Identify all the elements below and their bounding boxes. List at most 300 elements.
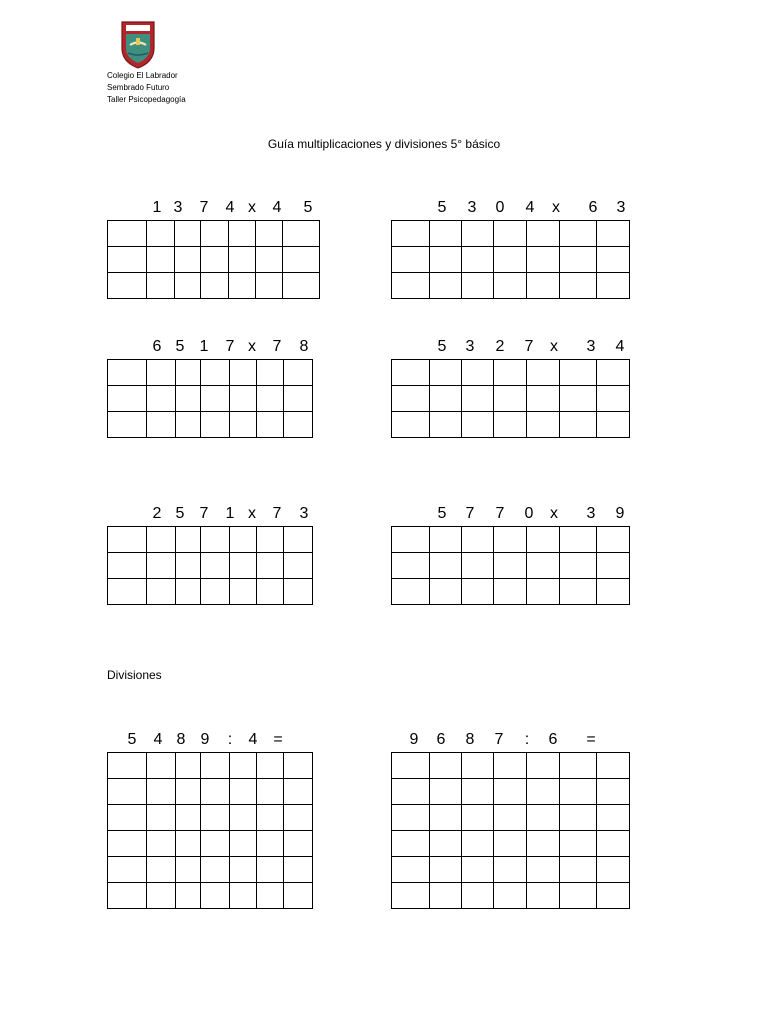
answer-cell[interactable] — [256, 753, 283, 779]
answer-cell[interactable] — [493, 753, 526, 779]
answer-cell[interactable] — [392, 857, 430, 883]
answer-cell[interactable] — [429, 779, 461, 805]
answer-cell[interactable] — [147, 831, 175, 857]
answer-cell[interactable] — [560, 527, 597, 553]
grid-row — [392, 386, 630, 412]
answer-cell[interactable] — [596, 386, 629, 412]
answer-cell[interactable] — [392, 412, 430, 438]
digit: 3 — [465, 338, 475, 355]
answer-cell[interactable] — [283, 831, 312, 857]
answer-cell[interactable] — [283, 857, 312, 883]
answer-cell[interactable] — [560, 221, 597, 247]
answer-cell[interactable] — [108, 527, 147, 553]
grid-row — [392, 221, 630, 247]
answer-cell[interactable] — [560, 553, 597, 579]
answer-cell[interactable] — [147, 553, 175, 579]
answer-cell[interactable] — [175, 579, 201, 605]
answer-cell[interactable] — [229, 579, 256, 605]
answer-cell[interactable] — [256, 273, 283, 299]
answer-cell[interactable] — [560, 753, 597, 779]
answer-cell[interactable] — [429, 579, 461, 605]
answer-cell[interactable] — [493, 412, 526, 438]
answer-cell[interactable] — [229, 857, 256, 883]
answer-cell[interactable] — [201, 831, 229, 857]
answer-cell[interactable] — [147, 221, 175, 247]
answer-cell[interactable] — [493, 779, 526, 805]
grid-row — [392, 579, 630, 605]
digit: 8 — [465, 731, 475, 748]
answer-cell[interactable] — [493, 579, 526, 605]
grid-row — [392, 273, 630, 299]
answer-cell[interactable] — [283, 360, 312, 386]
digit: 3 — [299, 505, 309, 522]
grid-row — [108, 221, 320, 247]
digit: 5 — [437, 199, 447, 216]
answer-cell[interactable] — [201, 527, 229, 553]
operator-symbol: : — [524, 731, 530, 748]
answer-cell[interactable] — [493, 553, 526, 579]
answer-cell[interactable] — [596, 221, 629, 247]
answer-cell[interactable] — [201, 553, 229, 579]
digit: 6 — [436, 731, 446, 748]
grid-row — [392, 360, 630, 386]
digit: 6 — [548, 731, 558, 748]
answer-cell[interactable] — [229, 247, 256, 273]
answer-cell[interactable] — [147, 805, 175, 831]
answer-cell[interactable] — [461, 221, 493, 247]
answer-cell[interactable] — [283, 753, 312, 779]
answer-cell[interactable] — [282, 221, 319, 247]
answer-cell[interactable] — [229, 221, 256, 247]
answer-cell[interactable] — [429, 247, 461, 273]
grid-row — [108, 883, 313, 909]
answer-cell[interactable] — [560, 883, 597, 909]
answer-cell[interactable] — [201, 857, 229, 883]
answer-cell[interactable] — [560, 360, 597, 386]
answer-cell[interactable] — [201, 579, 229, 605]
answer-cell[interactable] — [392, 247, 430, 273]
operator-symbol: x — [248, 338, 256, 355]
answer-cell[interactable] — [596, 753, 629, 779]
answer-cell[interactable] — [201, 883, 229, 909]
answer-cell[interactable] — [282, 247, 319, 273]
grid-row — [392, 805, 630, 831]
answer-cell[interactable] — [461, 360, 493, 386]
digit: 7 — [225, 338, 235, 355]
answer-cell[interactable] — [175, 883, 201, 909]
answer-cell[interactable] — [392, 753, 430, 779]
answer-cell[interactable] — [175, 857, 201, 883]
operator-symbol: x — [552, 199, 560, 216]
digit: 5 — [175, 338, 185, 355]
answer-cell[interactable] — [175, 553, 201, 579]
answer-cell[interactable] — [201, 779, 229, 805]
answer-cell[interactable] — [108, 831, 147, 857]
answer-cell[interactable] — [461, 831, 493, 857]
answer-cell[interactable] — [596, 883, 629, 909]
answer-cell[interactable] — [229, 883, 256, 909]
answer-cell[interactable] — [147, 779, 175, 805]
answer-cell[interactable] — [493, 360, 526, 386]
answer-cell[interactable] — [429, 412, 461, 438]
answer-cell[interactable] — [560, 857, 597, 883]
answer-cell[interactable] — [108, 579, 147, 605]
answer-cell[interactable] — [596, 412, 629, 438]
answer-grid — [391, 752, 630, 909]
answer-cell[interactable] — [493, 857, 526, 883]
answer-cell[interactable] — [596, 805, 629, 831]
answer-cell[interactable] — [229, 831, 256, 857]
answer-cell[interactable] — [461, 247, 493, 273]
answer-grid — [391, 526, 630, 605]
answer-cell[interactable] — [201, 386, 229, 412]
digit: 7 — [199, 199, 209, 216]
answer-cell[interactable] — [461, 412, 493, 438]
answer-cell[interactable] — [596, 247, 629, 273]
answer-cell[interactable] — [256, 360, 283, 386]
answer-cell[interactable] — [256, 412, 283, 438]
answer-cell[interactable] — [283, 883, 312, 909]
answer-cell[interactable] — [256, 883, 283, 909]
answer-cell[interactable] — [229, 527, 256, 553]
answer-cell[interactable] — [256, 221, 283, 247]
answer-cell[interactable] — [493, 805, 526, 831]
answer-grid — [391, 359, 630, 438]
answer-cell[interactable] — [596, 553, 629, 579]
answer-cell[interactable] — [596, 831, 629, 857]
digit: 7 — [465, 505, 475, 522]
digit: 7 — [199, 505, 209, 522]
digit: 7 — [494, 731, 504, 748]
grid-row — [108, 553, 313, 579]
answer-cell[interactable] — [526, 386, 559, 412]
answer-cell[interactable] — [429, 753, 461, 779]
answer-cell[interactable] — [493, 273, 526, 299]
answer-cell[interactable] — [147, 412, 175, 438]
answer-cell[interactable] — [526, 579, 559, 605]
answer-cell[interactable] — [392, 273, 430, 299]
grid-row — [108, 412, 313, 438]
operator-symbol: x — [248, 199, 256, 216]
answer-cell[interactable] — [493, 221, 526, 247]
answer-cell[interactable] — [256, 527, 283, 553]
answer-cell[interactable] — [526, 221, 559, 247]
answer-cell[interactable] — [201, 273, 229, 299]
grid-row — [108, 831, 313, 857]
answer-cell[interactable] — [201, 221, 229, 247]
grid-row — [108, 857, 313, 883]
answer-cell[interactable] — [201, 753, 229, 779]
grid-row — [108, 386, 313, 412]
grid-row — [392, 779, 630, 805]
answer-cell[interactable] — [147, 247, 175, 273]
answer-cell[interactable] — [526, 857, 559, 883]
divisions-heading: Divisiones — [107, 668, 162, 682]
answer-cell[interactable] — [596, 779, 629, 805]
grid-row — [108, 779, 313, 805]
answer-cell[interactable] — [201, 805, 229, 831]
answer-cell[interactable] — [229, 553, 256, 579]
answer-cell[interactable] — [283, 579, 312, 605]
answer-cell[interactable] — [526, 412, 559, 438]
answer-cell[interactable] — [147, 579, 175, 605]
answer-cell[interactable] — [175, 360, 201, 386]
answer-cell[interactable] — [108, 221, 147, 247]
answer-cell[interactable] — [256, 386, 283, 412]
answer-cell[interactable] — [560, 273, 597, 299]
grid-row — [108, 360, 313, 386]
grid-row — [392, 883, 630, 909]
answer-cell[interactable] — [493, 386, 526, 412]
answer-cell[interactable] — [229, 805, 256, 831]
answer-cell[interactable] — [429, 273, 461, 299]
answer-cell[interactable] — [560, 805, 597, 831]
digit: 7 — [495, 505, 505, 522]
answer-cell[interactable] — [108, 386, 147, 412]
digit: 5 — [303, 199, 313, 216]
answer-cell[interactable] — [256, 779, 283, 805]
answer-cell[interactable] — [175, 247, 201, 273]
school-motto: Sembrado Futuro — [107, 83, 170, 92]
answer-cell[interactable] — [526, 831, 559, 857]
digit: 5 — [175, 505, 185, 522]
answer-cell[interactable] — [175, 779, 201, 805]
answer-cell[interactable] — [429, 831, 461, 857]
answer-cell[interactable] — [526, 779, 559, 805]
answer-cell[interactable] — [283, 805, 312, 831]
answer-cell[interactable] — [283, 527, 312, 553]
digit: 5 — [127, 731, 137, 748]
grid-row — [392, 412, 630, 438]
answer-cell[interactable] — [596, 857, 629, 883]
answer-cell[interactable] — [560, 412, 597, 438]
grid-row — [108, 247, 320, 273]
answer-cell[interactable] — [526, 247, 559, 273]
answer-cell[interactable] — [147, 273, 175, 299]
answer-cell[interactable] — [429, 386, 461, 412]
grid-row — [108, 753, 313, 779]
answer-cell[interactable] — [108, 553, 147, 579]
answer-cell[interactable] — [229, 273, 256, 299]
answer-cell[interactable] — [526, 527, 559, 553]
answer-cell[interactable] — [596, 273, 629, 299]
answer-cell[interactable] — [256, 247, 283, 273]
grid-row — [392, 247, 630, 273]
answer-cell[interactable] — [392, 883, 430, 909]
answer-cell[interactable] — [256, 553, 283, 579]
answer-cell[interactable] — [429, 221, 461, 247]
answer-cell[interactable] — [175, 273, 201, 299]
answer-cell[interactable] — [560, 579, 597, 605]
answer-cell[interactable] — [560, 779, 597, 805]
answer-cell[interactable] — [461, 553, 493, 579]
answer-cell[interactable] — [392, 579, 430, 605]
answer-cell[interactable] — [526, 805, 559, 831]
answer-cell[interactable] — [256, 857, 283, 883]
answer-cell[interactable] — [283, 553, 312, 579]
answer-cell[interactable] — [392, 360, 430, 386]
answer-cell[interactable] — [108, 883, 147, 909]
digit: 6 — [588, 199, 598, 216]
answer-cell[interactable] — [108, 412, 147, 438]
digit: 9 — [200, 731, 210, 748]
answer-cell[interactable] — [282, 273, 319, 299]
answer-grid — [107, 359, 313, 438]
answer-cell[interactable] — [429, 857, 461, 883]
answer-cell[interactable] — [493, 527, 526, 553]
answer-cell[interactable] — [229, 412, 256, 438]
answer-cell[interactable] — [461, 579, 493, 605]
answer-cell[interactable] — [175, 412, 201, 438]
grid-row — [392, 831, 630, 857]
answer-cell[interactable] — [596, 527, 629, 553]
answer-cell[interactable] — [256, 579, 283, 605]
digit: 3 — [616, 199, 626, 216]
answer-grid — [107, 220, 320, 299]
answer-cell[interactable] — [461, 857, 493, 883]
digit: 5 — [437, 338, 447, 355]
answer-cell[interactable] — [392, 805, 430, 831]
operator-symbol: x — [550, 505, 558, 522]
digit: 8 — [176, 731, 186, 748]
answer-cell[interactable] — [147, 386, 175, 412]
answer-cell[interactable] — [283, 412, 312, 438]
answer-cell[interactable] — [493, 883, 526, 909]
answer-cell[interactable] — [108, 273, 147, 299]
digit: 0 — [524, 505, 534, 522]
answer-cell[interactable] — [526, 883, 559, 909]
answer-cell[interactable] — [429, 553, 461, 579]
answer-cell[interactable] — [147, 883, 175, 909]
answer-cell[interactable] — [147, 360, 175, 386]
answer-cell[interactable] — [429, 360, 461, 386]
answer-cell[interactable] — [461, 753, 493, 779]
digit: 4 — [615, 338, 625, 355]
answer-cell[interactable] — [175, 805, 201, 831]
grid-row — [108, 579, 313, 605]
answer-cell[interactable] — [392, 221, 430, 247]
answer-cell[interactable] — [392, 831, 430, 857]
grid-row — [392, 857, 630, 883]
operator-symbol: : — [227, 731, 233, 748]
digit: 7 — [272, 338, 282, 355]
digit: 4 — [525, 199, 535, 216]
answer-cell[interactable] — [283, 386, 312, 412]
answer-cell[interactable] — [392, 386, 430, 412]
answer-cell[interactable] — [461, 527, 493, 553]
operator-symbol: = — [586, 731, 596, 748]
grid-row — [392, 553, 630, 579]
answer-cell[interactable] — [201, 247, 229, 273]
digit: 4 — [225, 199, 235, 216]
digit: 9 — [615, 505, 625, 522]
digit: 6 — [152, 338, 162, 355]
answer-cell[interactable] — [256, 805, 283, 831]
workshop-name: Taller Psicopedagogía — [107, 95, 186, 104]
digit: 3 — [467, 199, 477, 216]
school-name: Colegio El Labrador — [107, 71, 178, 80]
answer-cell[interactable] — [461, 273, 493, 299]
answer-cell[interactable] — [429, 883, 461, 909]
grid-row — [108, 273, 320, 299]
answer-cell[interactable] — [175, 386, 201, 412]
answer-cell[interactable] — [526, 273, 559, 299]
answer-cell[interactable] — [108, 247, 147, 273]
answer-grid — [107, 526, 313, 605]
digit: 2 — [152, 505, 162, 522]
answer-cell[interactable] — [229, 753, 256, 779]
answer-cell[interactable] — [461, 386, 493, 412]
answer-cell[interactable] — [461, 805, 493, 831]
answer-cell[interactable] — [229, 779, 256, 805]
answer-cell[interactable] — [596, 579, 629, 605]
digit: 4 — [153, 731, 163, 748]
answer-cell[interactable] — [108, 805, 147, 831]
answer-cell[interactable] — [229, 360, 256, 386]
digit: 4 — [272, 199, 282, 216]
digit: 1 — [199, 338, 209, 355]
digit: 1 — [225, 505, 235, 522]
answer-cell[interactable] — [392, 553, 430, 579]
grid-row — [392, 753, 630, 779]
digit: 9 — [409, 731, 419, 748]
answer-cell[interactable] — [526, 360, 559, 386]
answer-cell[interactable] — [596, 360, 629, 386]
answer-cell[interactable] — [560, 386, 597, 412]
answer-cell[interactable] — [392, 527, 430, 553]
answer-cell[interactable] — [256, 831, 283, 857]
answer-cell[interactable] — [461, 883, 493, 909]
answer-cell[interactable] — [461, 779, 493, 805]
operator-symbol: = — [273, 731, 283, 748]
digit: 5 — [437, 505, 447, 522]
answer-cell[interactable] — [429, 527, 461, 553]
answer-cell[interactable] — [229, 386, 256, 412]
answer-cell[interactable] — [526, 553, 559, 579]
answer-cell[interactable] — [147, 527, 175, 553]
digit: 3 — [173, 199, 183, 216]
school-info — [107, 70, 186, 106]
answer-cell[interactable] — [108, 753, 147, 779]
answer-cell[interactable] — [392, 779, 430, 805]
answer-grid — [391, 220, 630, 299]
grid-row — [108, 805, 313, 831]
answer-cell[interactable] — [283, 779, 312, 805]
answer-cell[interactable] — [493, 247, 526, 273]
digit: 2 — [495, 338, 505, 355]
answer-cell[interactable] — [560, 247, 597, 273]
answer-cell[interactable] — [147, 753, 175, 779]
answer-cell[interactable] — [175, 527, 201, 553]
answer-cell[interactable] — [560, 831, 597, 857]
answer-cell[interactable] — [493, 831, 526, 857]
answer-cell[interactable] — [201, 412, 229, 438]
answer-cell[interactable] — [108, 360, 147, 386]
digit: 3 — [586, 338, 596, 355]
answer-cell[interactable] — [175, 753, 201, 779]
digit: 0 — [495, 199, 505, 216]
answer-cell[interactable] — [201, 360, 229, 386]
answer-cell[interactable] — [429, 805, 461, 831]
operator-symbol: x — [550, 338, 558, 355]
answer-cell[interactable] — [147, 857, 175, 883]
answer-cell[interactable] — [108, 857, 147, 883]
school-logo — [118, 18, 158, 70]
answer-cell[interactable] — [175, 221, 201, 247]
answer-cell[interactable] — [175, 831, 201, 857]
answer-cell[interactable] — [108, 779, 147, 805]
answer-cell[interactable] — [526, 753, 559, 779]
